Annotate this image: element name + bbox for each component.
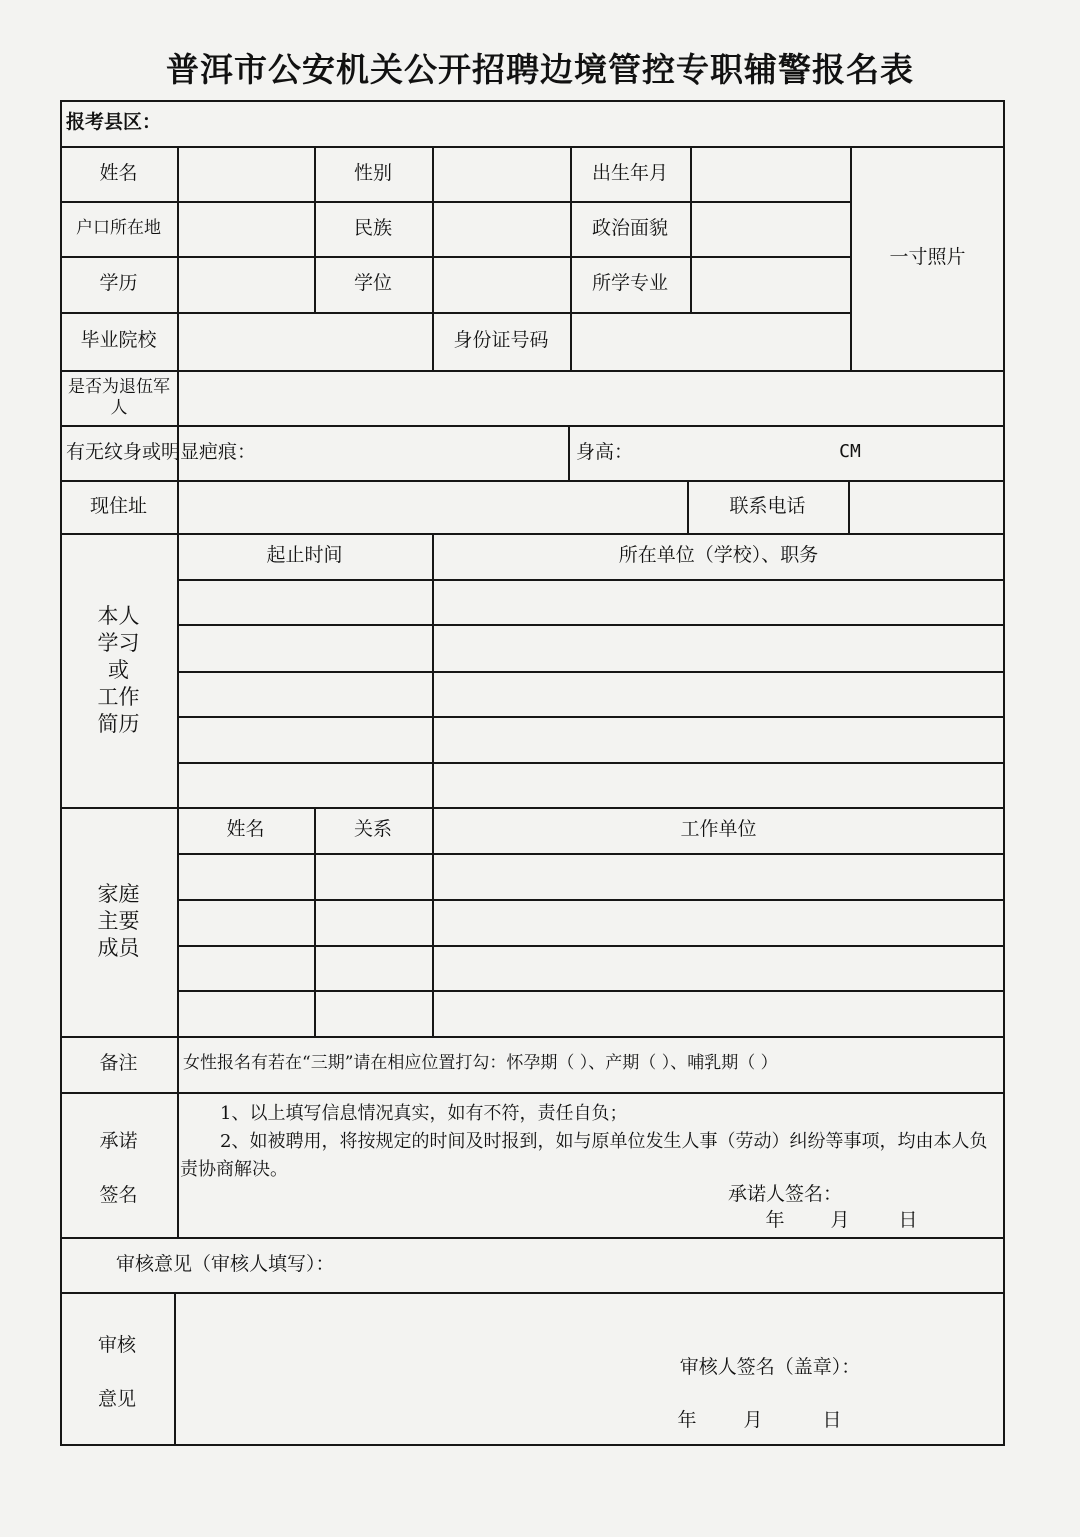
tattoo-field[interactable] bbox=[330, 427, 568, 480]
school-field[interactable] bbox=[179, 314, 432, 370]
hukou-field[interactable] bbox=[179, 203, 314, 256]
resume-period-header: 起止时间 bbox=[266, 544, 343, 567]
address-label: 现住址 bbox=[89, 494, 147, 517]
family-relation-header: 关系 bbox=[353, 818, 392, 841]
address-field[interactable] bbox=[179, 482, 687, 533]
row-line bbox=[60, 1092, 1005, 1094]
major-label: 所学专业 bbox=[591, 272, 668, 295]
row-line bbox=[177, 579, 1005, 581]
phone-label: 联系电话 bbox=[729, 494, 806, 517]
degree-field[interactable] bbox=[434, 258, 570, 312]
height-field[interactable] bbox=[640, 427, 830, 480]
education-label: 学历 bbox=[99, 272, 138, 295]
major-field[interactable] bbox=[692, 258, 850, 312]
form-table bbox=[60, 100, 1005, 1446]
veteran-label: 是否为退伍军人 bbox=[68, 376, 170, 418]
name-label: 姓名 bbox=[99, 161, 138, 184]
family-work-header: 工作单位 bbox=[680, 818, 757, 841]
review-year: 年 bbox=[677, 1409, 697, 1432]
name-field[interactable] bbox=[179, 148, 314, 201]
height-label: 身高： bbox=[576, 440, 634, 463]
county-field[interactable] bbox=[220, 108, 1000, 140]
row-line bbox=[177, 990, 1005, 992]
resume-unit-header: 所在单位（学校）、职务 bbox=[618, 544, 819, 567]
review-signer-label: 审核人签名（盖章）： bbox=[679, 1356, 861, 1379]
family-name-header: 姓名 bbox=[226, 818, 265, 841]
review-month: 月 bbox=[743, 1409, 763, 1432]
degree-label: 学位 bbox=[353, 272, 392, 295]
review-header: 审核意见（审核人填写）： bbox=[116, 1252, 335, 1275]
tattoo-label: 有无纹身或明显疤痕： bbox=[66, 440, 257, 463]
col-line bbox=[177, 533, 179, 1036]
education-field[interactable] bbox=[179, 258, 314, 312]
row-line bbox=[177, 716, 1005, 718]
political-field[interactable] bbox=[692, 203, 850, 256]
hukou-label: 户口所在地 bbox=[76, 217, 161, 238]
row-line bbox=[177, 762, 1005, 764]
review-day: 日 bbox=[822, 1409, 842, 1432]
col-line bbox=[432, 533, 434, 1036]
row-line bbox=[177, 899, 1005, 901]
remarks-text: 女性报名有若在“三期”请在相应位置打勾：怀孕期（ ）、产期（ ）、哺乳期（ ） bbox=[183, 1053, 778, 1074]
pledge-text bbox=[180, 1100, 995, 1184]
review-label-review: 审核 bbox=[97, 1334, 136, 1357]
table-border-bottom bbox=[60, 1444, 1005, 1446]
ethnicity-field[interactable] bbox=[434, 203, 570, 256]
school-label: 毕业院校 bbox=[80, 329, 157, 352]
county-label: 报考县区： bbox=[66, 111, 162, 134]
birth-label: 出生年月 bbox=[591, 161, 668, 184]
remarks-label: 备注 bbox=[99, 1052, 138, 1075]
row-line bbox=[177, 624, 1005, 626]
pledge-label-sign: 签名 bbox=[99, 1184, 138, 1207]
ethnicity-label: 民族 bbox=[353, 216, 392, 239]
veteran-field[interactable] bbox=[179, 372, 1003, 425]
review-label-opinion: 意见 bbox=[97, 1388, 136, 1411]
pledge-label-commit: 承诺 bbox=[99, 1130, 138, 1153]
id-field[interactable] bbox=[572, 314, 850, 370]
pledge-signer-label: 承诺人签名： bbox=[727, 1183, 842, 1206]
pledge-item-2: 2、如被聘用，将按规定的时间及时报到，如与原单位发生人事（劳动）纠纷等事项，均由本人负责协商解决。 bbox=[180, 1131, 988, 1180]
gender-field[interactable] bbox=[434, 148, 570, 201]
form-title: 普洱市公安机关公开招聘边境管控专职辅警报名表 bbox=[166, 50, 914, 89]
pledge-month: 月 bbox=[830, 1209, 850, 1232]
political-label: 政治面貌 bbox=[591, 216, 668, 239]
phone-field[interactable] bbox=[850, 482, 1003, 533]
pledge-year: 年 bbox=[765, 1209, 785, 1232]
id-label: 身份证号码 bbox=[453, 329, 549, 352]
pledge-day: 日 bbox=[898, 1209, 918, 1232]
row-line bbox=[177, 853, 1005, 855]
resume-section-label: 本人 学习 或 工作 简历 bbox=[97, 603, 140, 736]
row-line bbox=[177, 671, 1005, 673]
pledge-item-1: 1、以上填写信息情况真实，如有不符，责任自负； bbox=[220, 1103, 628, 1124]
photo-placeholder[interactable]: 一寸照片 bbox=[889, 246, 966, 269]
height-unit: CM bbox=[839, 441, 861, 463]
family-section-label: 家庭 主要 成员 bbox=[97, 882, 140, 960]
row-line bbox=[177, 945, 1005, 947]
birth-field[interactable] bbox=[692, 148, 850, 201]
gender-label: 性别 bbox=[353, 161, 392, 184]
